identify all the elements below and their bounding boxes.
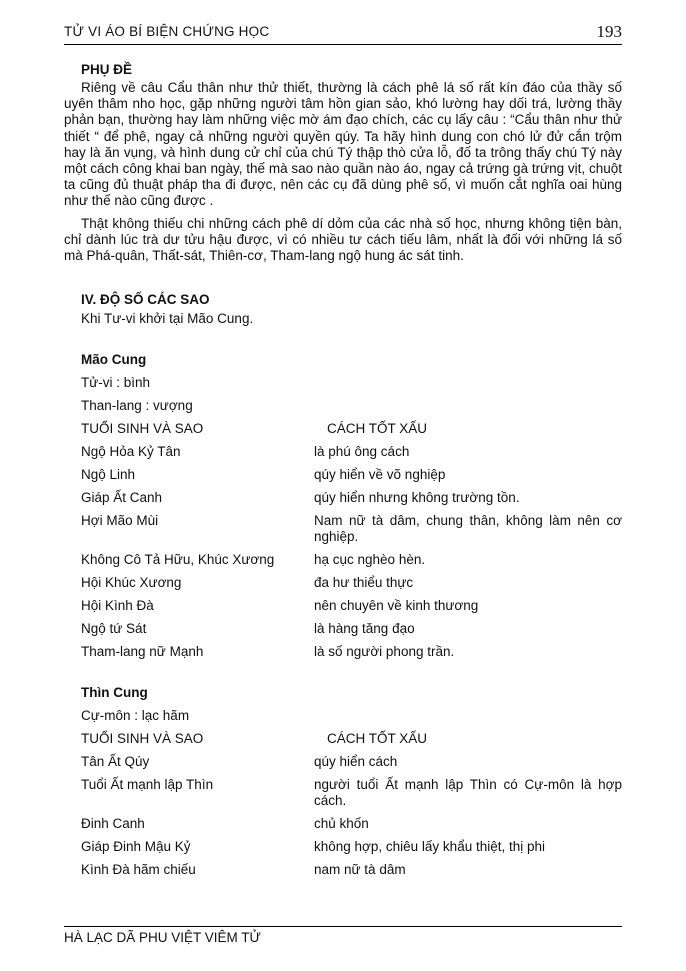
- table-row: [64, 835, 622, 858]
- row-right: đa hư thiểu thực: [314, 574, 414, 590]
- row-right: người tuổi Ất mạnh lập Thìn có Cự-môn là hợp cách.: [314, 776, 622, 808]
- page-footer: [64, 926, 622, 945]
- row-left: Kình Đà hãm chiếu: [81, 862, 196, 878]
- col-header-left: TUỔI SINH VÀ SAO: [81, 421, 204, 437]
- row-right: chủ khốn: [314, 815, 369, 831]
- table-row: [64, 617, 622, 640]
- row-left: Hội Kình Đà: [81, 598, 154, 614]
- page-header: [64, 22, 622, 45]
- thin-cung-table-header: [64, 727, 622, 750]
- row-right: nam nữ tà dâm: [314, 861, 406, 877]
- row-right: là phú ông cách: [314, 443, 410, 459]
- row-right: Nam nữ tà dâm, chung thân, không làm nên cơ nghiệp.: [314, 512, 622, 544]
- row-left: Không Cô Tả Hữu, Khúc Xương: [81, 552, 275, 568]
- table-row: [64, 858, 622, 881]
- table-row: [64, 509, 622, 548]
- row-left: Ngộ tứ Sát: [81, 621, 147, 637]
- row-left: Giáp Ất Canh: [81, 490, 163, 506]
- row-right: hạ cục nghèo hèn.: [314, 551, 426, 567]
- row-left: Tuổi Ất mạnh lập Thìn: [81, 777, 214, 793]
- section-intro: Khi Tư-vi khởi tại Mão Cung.: [81, 311, 254, 327]
- row-right: không hợp, chiêu lấy khẩu thiệt, thị phi: [314, 838, 546, 854]
- table-row: [64, 812, 622, 835]
- row-right: là số người phong trần.: [314, 643, 455, 659]
- thin-cung-heading: Thìn Cung: [81, 685, 148, 701]
- row-left: Đinh Canh: [81, 816, 145, 832]
- phu-de-paragraph-2: Thật không thiếu chi những cách phê dí dỏm của các nhà số học, nhưng không tiện bàn, chỉ dành lúc trà dư tửu hậu được, vì có nhiều tư cách tiếu lâm, nhất là đối với những lá số mà Phá-quân, Thất-sát, Thiên-cơ, Tham-lang ngộ hung ác sát tinh.: [64, 215, 622, 264]
- phu-de-heading: PHỤ ĐỀ: [81, 62, 133, 77]
- table-row: [64, 548, 622, 571]
- row-left: Ngộ Linh: [81, 467, 136, 483]
- table-row: [64, 440, 622, 463]
- row-left: Tham-lang nữ Mạnh: [81, 644, 204, 660]
- row-left: Giáp Đinh Mậu Kỷ: [81, 839, 191, 855]
- row-right: nên chuyên về kinh thương: [314, 597, 479, 613]
- table-row: [64, 640, 622, 663]
- col-header-right: CÁCH TỐT XẤU: [327, 730, 428, 746]
- table-row: [64, 594, 622, 617]
- mao-cung-star-2: Than-lang : vượng: [81, 398, 193, 414]
- thin-cung-star-1: Cự-môn : lạc hãm: [81, 708, 190, 724]
- running-title: TỬ VI ÁO BÍ BIỆN CHỨNG HỌC: [64, 24, 270, 39]
- row-right: là hàng tăng đạo: [314, 620, 415, 636]
- table-row: [64, 571, 622, 594]
- section-heading: IV. ĐỘ SỐ CÁC SAO: [81, 292, 210, 308]
- page-number: 193: [596, 22, 622, 41]
- col-header-right: CÁCH TỐT XẤU: [327, 420, 428, 436]
- row-left: Hợi Mão Mùi: [81, 513, 159, 529]
- row-left: Tân Ất Qúy: [81, 754, 150, 770]
- table-row: [64, 773, 622, 812]
- table-row: [64, 463, 622, 486]
- page-content: [64, 62, 622, 881]
- row-right: qúy hiển về võ nghiệp: [314, 466, 446, 482]
- row-left: Ngộ Hỏa Kỷ Tân: [81, 444, 181, 460]
- footer-text: HÀ LẠC DÃ PHU VIỆT VIÊM TỬ: [64, 930, 262, 945]
- col-header-left: TUỔI SINH VÀ SAO: [81, 731, 204, 747]
- table-row: [64, 486, 622, 509]
- row-right: qúy hiển cách: [314, 753, 398, 769]
- row-left: Hội Khúc Xương: [81, 575, 182, 591]
- mao-cung-table-header: [64, 417, 622, 440]
- row-right: qúy hiển nhưng không trường tồn.: [314, 489, 520, 505]
- mao-cung-star-1: Tử-vi : bình: [81, 375, 151, 391]
- table-row: [64, 750, 622, 773]
- phu-de-paragraph-1: Riêng về câu Cẩu thân như thử thiết, thường là cách phê lá số rất kín đáo của thầy số uyên thâm nho học, gặp những người tâm hồn gian sảo, khó lường hay dối trá, lường thầy phản bạn, thường hay làm những việc mờ ám đạo chích, các cụ lấy câu : “Cẩu thân như thử thiết “ để phê, ngay cả những người quyền qúy. Ta hãy hình dung con chó lử đử cắn trộm hay là ăn vụng, và hình dung cử chỉ của chú Tý thập thò cửa lỗ, đố ta trông thấy chú Tý này một cách công khai ban ngày, thế mà sao nào quần nào áo, ngay cả trứng gà trứng vịt, chuột ta cũng đủ thuật pháp tha đi được, nên các cụ đã dùng phê số, vì muốn cắt nghĩa oai hùng như thế nào cũng được .: [64, 80, 622, 209]
- mao-cung-heading: Mão Cung: [81, 352, 147, 368]
